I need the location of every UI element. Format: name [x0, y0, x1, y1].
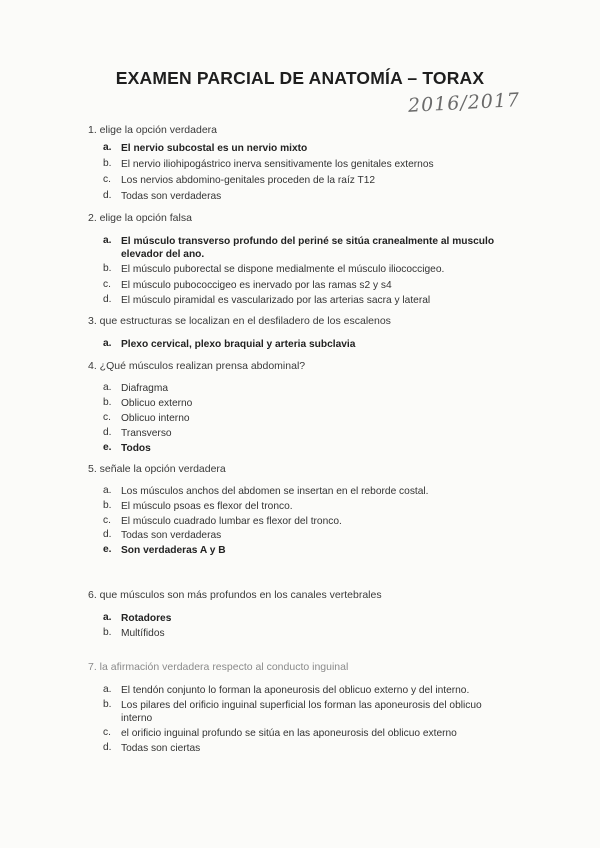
- option-text: Todas son ciertas: [121, 743, 201, 754]
- question-5-option-e: [103, 544, 503, 557]
- option-letter: c.: [103, 515, 111, 526]
- question-5-option-b: [103, 500, 503, 513]
- option-text: El músculo transverso profundo del periné se sitúa cranealmente al musculo elevador del ano.: [121, 236, 495, 260]
- option-text: Rotadores: [121, 613, 172, 624]
- option-text: Los nervios abdomino-genitales proceden de la raíz T12: [121, 175, 376, 186]
- question-7: 7. la afirmación verdadera respecto al conducto inguinal: [88, 661, 349, 673]
- option-letter: e.: [103, 544, 112, 555]
- option-text: El nervio subcostal es un nervio mixto: [121, 143, 308, 154]
- option-text: El músculo pubococcigeo es inervado por las ramas s2 y s4: [121, 280, 392, 291]
- question-4-option-b: [103, 397, 503, 410]
- option-letter: c.: [103, 174, 111, 185]
- option-letter: b.: [103, 500, 112, 511]
- question-5: 5. señale la opción verdadera: [88, 463, 226, 475]
- option-letter: d.: [103, 427, 112, 438]
- question-1-option-d: [103, 190, 503, 203]
- question-4-option-d: [103, 427, 503, 440]
- option-text: El nervio iliohipogástrico inerva sensitivamente los genitales externos: [121, 159, 434, 170]
- option-text: Son verdaderas A y B: [121, 545, 226, 556]
- question-6-option-a: [103, 612, 503, 625]
- option-text: Los músculos anchos del abdomen se insertan en el reborde costal.: [121, 486, 429, 497]
- question-2-option-d: [103, 294, 503, 307]
- option-text: Multífidos: [121, 628, 165, 639]
- question-1-option-a: [103, 142, 503, 155]
- question-1-option-b: [103, 158, 503, 171]
- question-5-option-d: [103, 529, 503, 542]
- option-text: Plexo cervical, plexo braquial y arteria subclavia: [121, 339, 356, 350]
- question-4-option-a: [103, 382, 503, 395]
- option-letter: e.: [103, 442, 112, 453]
- option-letter: d.: [103, 742, 112, 753]
- option-letter: d.: [103, 294, 112, 305]
- question-1-option-c: [103, 174, 503, 187]
- option-text: El músculo piramidal es vascularizado por las arterias sacra y lateral: [121, 295, 431, 306]
- option-letter: a.: [103, 684, 112, 695]
- question-5-option-c: [103, 515, 503, 528]
- question-6: 6. que músculos son más profundos en los canales vertebrales: [88, 589, 382, 601]
- question-4-option-c: [103, 412, 503, 425]
- option-letter: a.: [103, 382, 112, 393]
- option-text: Oblicuo externo: [121, 398, 193, 409]
- question-2-option-c: [103, 279, 503, 292]
- option-text: Oblicuo interno: [121, 413, 190, 424]
- option-letter: b.: [103, 263, 112, 274]
- option-text: Los pilares del orificio inguinal superficial los forman las aponeurosis del oblicuo interno: [121, 700, 482, 724]
- question-7-option-c: [103, 727, 503, 740]
- handwritten-year: 2016/2017: [407, 89, 521, 117]
- question-4: 4. ¿Qué músculos realizan prensa abdominal?: [88, 360, 306, 372]
- option-letter: a.: [103, 612, 112, 623]
- question-3: 3. que estructuras se localizan en el desfiladero de los escalenos: [88, 315, 391, 327]
- question-2: 2. elige la opción falsa: [88, 212, 192, 224]
- option-letter: a.: [103, 338, 112, 349]
- option-text: El tendón conjunto lo forman la aponeurosis del oblicuo externo y del interno.: [121, 685, 470, 696]
- option-letter: a.: [103, 485, 112, 496]
- option-text: Todas son verdaderas: [121, 191, 222, 202]
- option-text: El músculo psoas es flexor del tronco.: [121, 501, 293, 512]
- option-text: el orificio inguinal profundo se sitúa en las aponeurosis del oblicuo externo: [121, 728, 457, 739]
- question-7-option-d: [103, 742, 503, 755]
- question-5-option-a: [103, 485, 503, 498]
- question-3-option-a: [103, 338, 503, 351]
- question-4-option-e: [103, 442, 503, 455]
- question-2-option-a: [103, 235, 503, 261]
- option-letter: d.: [103, 190, 112, 201]
- option-letter: c.: [103, 412, 111, 423]
- option-letter: a.: [103, 142, 112, 153]
- option-letter: c.: [103, 279, 111, 290]
- option-text: El músculo puborectal se dispone medialmente el músculo iliococcigeo.: [121, 264, 445, 275]
- option-text: Todas son verdaderas: [121, 530, 222, 541]
- option-text: El músculo cuadrado lumbar es flexor del tronco.: [121, 516, 342, 527]
- option-letter: b.: [103, 699, 112, 710]
- question-2-option-b: [103, 263, 503, 276]
- option-text: Transverso: [121, 428, 172, 439]
- option-letter: d.: [103, 529, 112, 540]
- option-letter: b.: [103, 627, 112, 638]
- option-text: Todos: [121, 443, 151, 454]
- question-6-option-b: [103, 627, 503, 640]
- option-letter: b.: [103, 397, 112, 408]
- option-letter: b.: [103, 158, 112, 169]
- question-7-option-a: [103, 684, 503, 697]
- option-letter: c.: [103, 727, 111, 738]
- option-letter: a.: [103, 235, 112, 246]
- option-text: Diafragma: [121, 383, 168, 394]
- exam-title: EXAMEN PARCIAL DE ANATOMÍA – TORAX: [115, 68, 485, 88]
- question-1: 1. elige la opción verdadera: [88, 124, 218, 136]
- question-7-option-b: [103, 699, 503, 725]
